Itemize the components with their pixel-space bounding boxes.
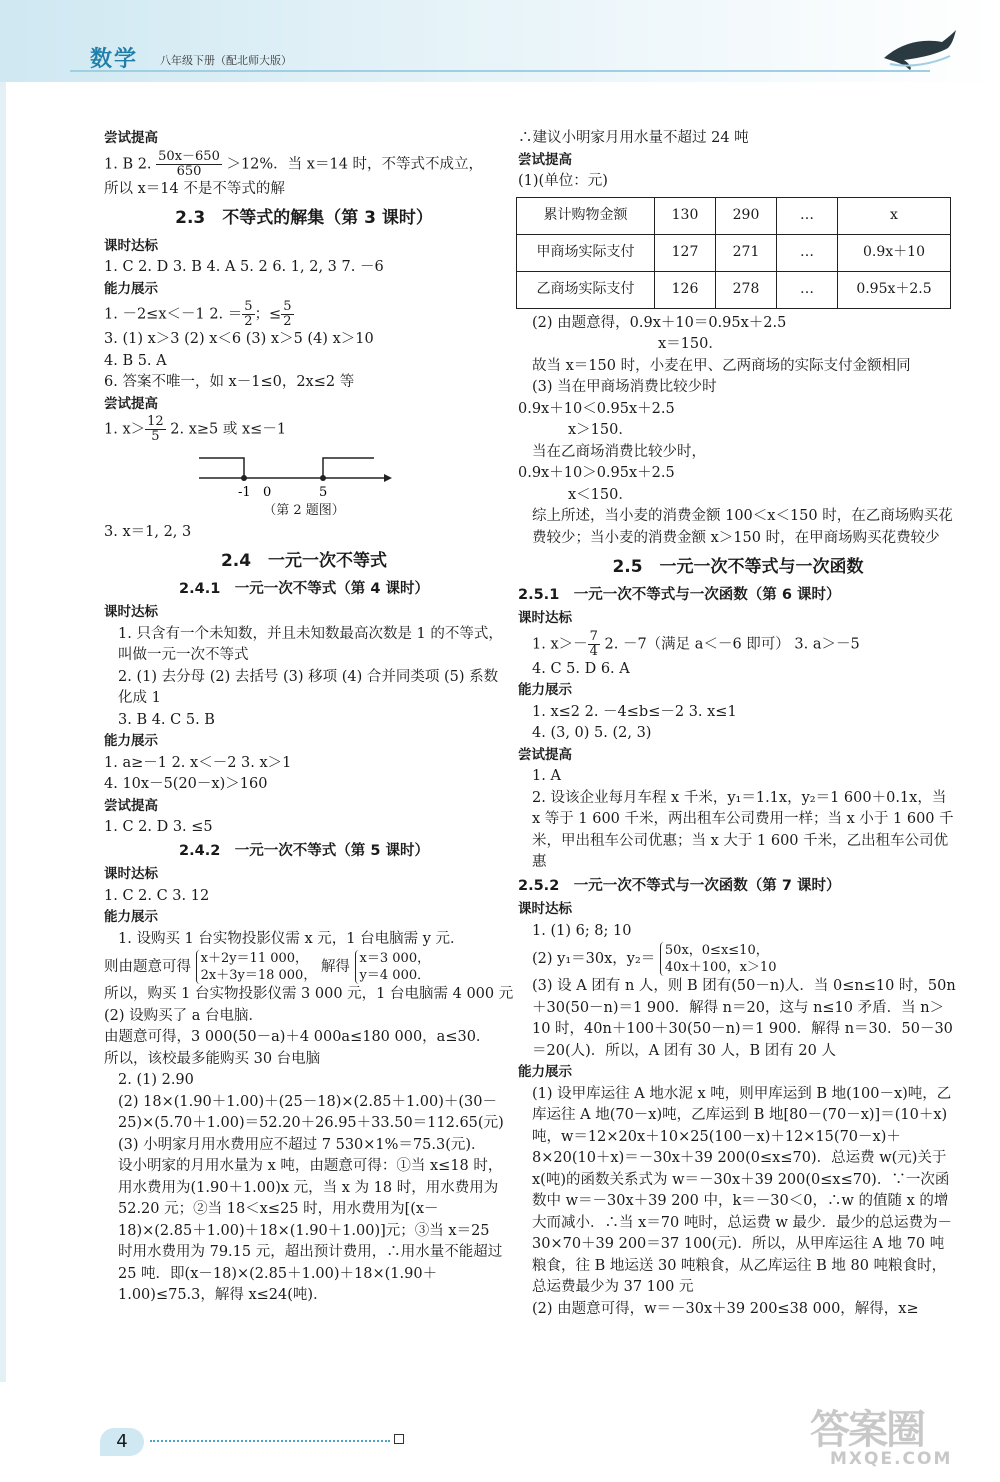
answer-line: 3. (1) x＞3 (2) x＜6 (3) x＞5 (4) x＞10	[104, 331, 374, 347]
fraction	[156, 150, 222, 179]
answer-line: 4. (3, 0) 5. (2, 3)	[532, 725, 652, 741]
section-heading: 2.5 一元一次不等式与一次函数	[612, 557, 864, 577]
answer-line: 1. a≥－1 2. x＜－2 3. x＞1	[104, 754, 292, 771]
side-strip	[0, 82, 6, 1382]
answer-line: 4. C 5. D 6. A	[532, 660, 630, 677]
answer-text: ＞12%．当 x＝14 时，不等式不成立，	[226, 156, 484, 172]
answer-text: 1. B 2.	[104, 156, 152, 172]
answer-line: 2. (1) 2.90	[118, 1072, 194, 1088]
answer-text: (2) y₁＝30x，y₂＝	[532, 951, 656, 967]
table-row	[517, 271, 951, 308]
table-cell: 甲商场实际支付	[517, 234, 655, 271]
answer-line: x＞150．	[568, 422, 633, 438]
right-column	[518, 128, 958, 1320]
answer-line: 1. C 2. D 3. B 4. A 5. 2 6. 1, 2, 3 7. －6	[104, 259, 384, 275]
answer-line: (3) 小明家月用水费用应不超过 7 530×1%＝75.3(元)．	[118, 1136, 486, 1153]
answer-line: (2) 设购买了 a 台电脑．	[104, 1007, 264, 1024]
answer-line: 2. 设该企业每月车程 x 千米，y₁＝1.1x，y₂＝1 600＋0.1x，当 x 等于 1 600 千米，两出租车公司费用一样；当 x 小于 1 600 千米，甲出租车公司优惠；当 x 大于 1 600 千米，乙出租车公司优惠	[532, 789, 954, 870]
answer-text: 2. x≥5 或 x≤－1	[165, 421, 287, 438]
fraction-denominator: 2	[244, 314, 253, 329]
answer-line: 所以，购买 1 台实物投影仪需 3 000 元，1 台电脑需 4 000 元	[104, 986, 514, 1002]
piecewise-function	[660, 942, 777, 976]
answer-text: ；≤	[254, 306, 282, 323]
answer-line: 4. 10x－5(20－x)＞160	[104, 776, 268, 792]
header-subtitle: 八年级下册（配北师大版）	[160, 54, 292, 67]
header-title: 数学	[90, 47, 139, 72]
subsection-heading: 2.4.1 一元一次不等式（第 4 课时）	[179, 580, 429, 597]
tick-label: -1	[238, 485, 251, 500]
table-cell: 累计购物金额	[517, 197, 655, 234]
answer-line	[518, 630, 958, 659]
fraction	[281, 300, 293, 329]
fraction-numerator: 50x－650	[158, 148, 220, 164]
subsection-heading: 2.5.1 一元一次不等式与一次函数（第 6 课时）	[518, 586, 841, 603]
table-cell: 0.9x＋10	[838, 234, 951, 271]
subsection-heading: 2.5.2 一元一次不等式与一次函数（第 7 课时）	[518, 877, 841, 894]
answer-line	[104, 415, 504, 444]
section-label: 尝试提高	[518, 151, 572, 168]
answer-text: 解得	[320, 959, 350, 975]
number-line-svg	[104, 448, 504, 500]
answer-line: 1. 只含有一个未知数，并且未知数最高次数是 1 的不等式，叫做一元一次不等式	[118, 625, 503, 663]
table-cell: …	[777, 271, 838, 308]
answer-line: 所以，该校最多能购买 30 台电脑	[104, 1050, 321, 1067]
section-label: 能力展示	[518, 1064, 572, 1080]
answer-line: (3) 设 A 团有 n 人，则 B 团有(50－n)人．当 0≤n≤10 时，50n＋30(50－n)＝1 900．解得 n＝20，这与 n≤10 矛盾．当 n＞10 时，40n＋100＋30(50－n)＝1 900．解得 n＝30．50－30＝20(人)．所以，A 团有 30 人，B 团有 20 人	[532, 978, 956, 1059]
answer-line: 4. B 5. A	[104, 352, 167, 369]
fraction-numerator: 5	[244, 299, 253, 314]
answer-line: (3) 当在甲商场消费比较少时	[532, 379, 717, 395]
figure-caption: （第 2 题图）	[263, 503, 345, 518]
answer-line: 6. 答案不唯一，如 x－1≤0，2x≤2 等	[104, 374, 355, 390]
answer-line: 综上所述，当小麦的消费金额 100＜x＜150 时，在乙商场购买花费较少；当小麦的消费金额 x＞150 时，在甲商场购买花费较少	[532, 508, 953, 546]
answer-line: (2) 由题意得，0.9x＋10＝0.95x＋2.5	[532, 314, 787, 331]
fraction-numerator: 12	[147, 414, 164, 429]
header-rule	[70, 70, 930, 72]
equation: 2x＋3y＝18 000，	[200, 968, 317, 983]
answer-text: 1. x＞	[104, 421, 146, 438]
answer-line: x＜150．	[568, 486, 633, 503]
fraction	[242, 300, 254, 329]
answer-line	[104, 300, 504, 329]
fraction-numerator: 7	[589, 628, 598, 644]
fraction-denominator: 4	[589, 643, 598, 659]
answer-line: 3. B 4. C 5. B	[118, 711, 215, 728]
answer-line: 所以 x＝14 不是不等式的解	[104, 180, 285, 197]
answer-line: 故当 x＝150 时，小麦在甲、乙两商场的实际支付金额相同	[532, 357, 911, 374]
section-heading: 2.4 一元一次不等式	[220, 551, 388, 571]
section-label: 能力展示	[104, 733, 158, 749]
section-label: 课时达标	[104, 237, 158, 254]
answer-line: 当在乙商场消费比较少时，	[532, 443, 706, 460]
section-heading: 2.3 不等式的解集（第 3 课时）	[175, 208, 433, 228]
table-cell: 127	[655, 234, 716, 271]
section-label: 尝试提高	[104, 395, 158, 412]
fraction-denominator: 650	[176, 163, 202, 179]
number-line-figure	[104, 448, 504, 500]
answer-line: (2) 由题意可得，w＝－30x＋39 200≤38 000，解得，x≥	[532, 1300, 919, 1317]
section-label: 尝试提高	[104, 797, 158, 814]
answer-line	[104, 950, 504, 984]
answer-line	[518, 942, 958, 976]
section-label: 能力展示	[104, 280, 158, 297]
equation: y＝4 000．	[359, 968, 431, 983]
section-label: 尝试提高	[518, 746, 572, 763]
fraction	[145, 415, 166, 444]
table-cell: 乙商场实际支付	[517, 271, 655, 308]
answer-line: 1. x≤2 2. －4≤b≤－2 3. x≤1	[532, 703, 737, 720]
fraction-denominator: 2	[283, 314, 292, 329]
equation: 40x＋100，x＞10	[664, 960, 777, 975]
answer-line: 1. A	[532, 768, 561, 784]
table-cell: 271	[716, 234, 777, 271]
answer-line: 1. C 2. D 3. ≤5	[104, 819, 213, 835]
tick-label: 0	[263, 485, 272, 500]
answer-line: 0.9x＋10＞0.95x＋2.5	[518, 465, 675, 481]
dolphin-logo-icon	[880, 24, 960, 74]
subsection-heading: 2.4.2 一元一次不等式（第 5 课时）	[179, 842, 429, 859]
table-row	[517, 197, 951, 234]
footer-dotted-rule	[150, 1440, 390, 1442]
table-cell: …	[777, 197, 838, 234]
answer-line: 1. 设购买 1 台实物投影仪需 x 元，1 台电脑需 y 元．	[118, 930, 465, 947]
answer-line: 0.9x＋10＜0.95x＋2.5	[518, 400, 675, 417]
answer-line: 由题意可得，3 000(50－a)＋4 000a≤180 000，a≤30．	[104, 1029, 491, 1045]
answer-line: 2. (1) 去分母 (2) 去括号 (3) 移项 (4) 合并同类项 (5) 系数化成 1	[118, 668, 499, 706]
equation: x＝3 000，	[359, 951, 431, 966]
page-number: 4	[100, 1428, 144, 1456]
table-cell: 130	[655, 197, 716, 234]
comparison-table	[516, 197, 951, 309]
answer-text: 1. －2≤x＜－1 2. ＝	[104, 306, 243, 323]
equation-system	[196, 950, 317, 984]
fraction-numerator: 5	[283, 299, 292, 314]
table-cell: x	[838, 197, 951, 234]
equation: x＋2y＝11 000，	[200, 951, 309, 966]
section-label: 能力展示	[104, 909, 158, 925]
watermark	[810, 1407, 980, 1470]
fraction-denominator: 5	[151, 429, 160, 444]
table-cell: 290	[716, 197, 777, 234]
tick-label: 5	[319, 485, 328, 500]
answer-line: ∴建议小明家月用水量不超过 24 吨	[518, 130, 749, 146]
left-column	[104, 128, 514, 1307]
answer-text: 1. x＞－	[532, 636, 588, 652]
watermark-url: MXQE.COM	[830, 1449, 953, 1469]
section-label: 课时达标	[518, 610, 572, 626]
answer-line: (1)(单位：元)	[518, 173, 608, 189]
table-row	[517, 234, 951, 271]
fraction	[588, 630, 600, 659]
equation-system	[355, 950, 431, 984]
section-label: 课时达标	[104, 866, 158, 882]
answer-line: x＝150．	[658, 336, 723, 352]
footer-square-icon	[394, 1434, 404, 1444]
section-label: 尝试提高	[104, 130, 158, 146]
table-cell: 126	[655, 271, 716, 308]
section-label: 能力展示	[518, 682, 572, 698]
watermark-logo-text: 答案圈	[810, 1407, 924, 1453]
answer-line: 1. C 2. C 3. 12	[104, 887, 210, 904]
answer-line: 3. x＝1, 2, 3	[104, 523, 192, 540]
answer-line: 设小明家的月用水量为 x 吨，由题意可得：①当 x≤18 时，用水费用为(1.90＋1.00)x 元，当 x 为 18 时，用水费用为 52.20 元；②当 18＜x≤25 时，用水费用为[(x－18)×(2.85＋1.00)＋18×(1.90＋1.00)]元；③当 x＝25 时用水费用为 79.15 元，超出预计费用，∴用水量不能超过 25 吨．即(x－18)×(2.85＋1.00)＋18×(1.90＋1.00)≤75.3，解得 x≤24(吨)．	[118, 1158, 503, 1303]
equation: 50x，0≤x≤10，	[664, 943, 769, 958]
answer-line	[104, 150, 504, 179]
table-cell: 0.95x＋2.5	[838, 271, 951, 308]
answer-text: 则由题意可得	[104, 959, 191, 975]
answer-line: 1. (1) 6; 8; 10	[532, 922, 632, 939]
answer-line: (2) 18×(1.90＋1.00)＋(25－18)×(2.85＋1.00)＋(30－25)×(5.70＋1.00)＝52.20＋26.95＋33.50＝112.65(元)	[118, 1093, 504, 1131]
answer-line: (1) 设甲库运往 A 地水泥 x 吨，则甲库运到 B 地(100－x)吨，乙库运往 A 地(70－x)吨，乙库运到 B 地[80－(70－x)]＝(10＋x)吨，w＝12×20x＋10×25(100－x)＋12×15(70－x)＋8×20(10＋x)＝－30x＋39 200(0≤x≤70)．总运费 w(元)关于 x(吨)的函数关系式为 w＝－30x＋39 200(0≤x≤70)．∵一次函数中 w＝－30x＋39 200 中，k＝－30＜0，∴w 的值随 x 的增大而减小．∴当 x＝70 吨时，总运费 w 最少．最少的总运费为－30×70＋39 200＝37 100(元)．所以，从甲库运往 A 地 70 吨粮食，往 B 地运送 30 吨粮食，从乙库运往 B 地 80 吨粮食时，总运费最少为 37 100 元	[532, 1085, 952, 1295]
table-cell: …	[777, 234, 838, 271]
answer-text: 2. －7（满足 a＜－6 即可） 3. a＞－5	[599, 636, 860, 652]
section-label: 课时达标	[518, 901, 572, 917]
table-cell: 278	[716, 271, 777, 308]
section-label: 课时达标	[104, 604, 158, 620]
